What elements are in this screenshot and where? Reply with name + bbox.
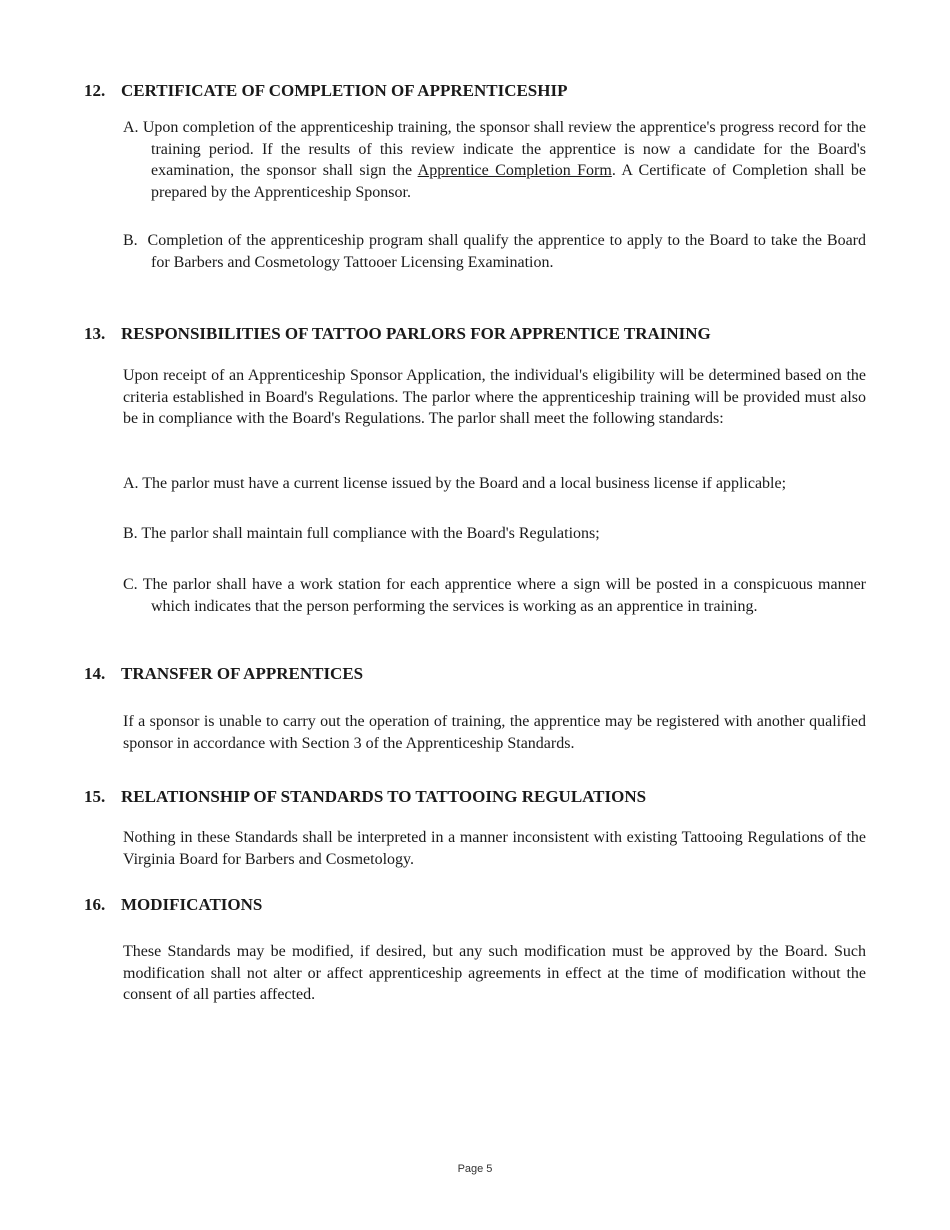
item-text: . A Certificate of Completion shall be prepared by the Apprenticeship Sponsor. xyxy=(151,162,867,201)
section-number: 12. xyxy=(84,81,106,100)
section-14-body: If a sponsor is unable to carry out the operation of training, the apprentice may be registered with another qualified sponsor in accordance with Section 3 of the Apprenticeship Standards. xyxy=(123,713,866,752)
section-13-intro: Upon receipt of an Apprenticeship Sponsor Application, the individual's eligibility will be determined based on the criteria established in Board's Regulations. The parlor where the apprenticeship training will be provided must also be in compliance with the Board's Regulations. The parlor shall meet the following standards: xyxy=(123,367,866,427)
section-number: 13. xyxy=(84,324,106,343)
section-15-heading xyxy=(84,787,646,807)
section-12-item-b: B. Completion of the apprenticeship program shall qualify the apprentice to apply to the Board to take the Board for Barbers and Cosmetology Tattooer Licensing Examination. xyxy=(123,232,866,271)
section-13-item-a: A. The parlor must have a current license issued by the Board and a local business license if applicable; xyxy=(123,475,787,492)
apprentice-completion-form-link[interactable]: Apprentice Completion Form xyxy=(417,162,612,179)
section-number: 15. xyxy=(84,787,106,806)
section-title: MODIFICATIONS xyxy=(121,895,263,914)
section-14-heading xyxy=(84,664,363,684)
section-12-item-a xyxy=(123,117,866,203)
item-text: A. Upon completion of the apprenticeship training, the sponsor shall review the apprentice's progress record for the training period. If the results of this review indicate the apprentice is now a candidate for the Board's examination, the sponsor shall sign the xyxy=(123,119,866,179)
section-title: RESPONSIBILITIES OF TATTOO PARLORS FOR APPRENTICE TRAINING xyxy=(121,324,711,343)
section-number: 14. xyxy=(84,664,106,683)
section-title: RELATIONSHIP OF STANDARDS TO TATTOOING REGULATIONS xyxy=(121,787,647,806)
section-15-body: Nothing in these Standards shall be interpreted in a manner inconsistent with existing Tattooing Regulations of the Virginia Board for Barbers and Cosmetology. xyxy=(123,829,866,868)
section-title: CERTIFICATE OF COMPLETION OF APPRENTICESHIP xyxy=(121,81,568,100)
section-13-heading xyxy=(84,324,711,344)
section-13-item-c: C. The parlor shall have a work station for each apprentice where a sign will be posted in a conspicuous manner which indicates that the person performing the services is working as an apprentice in training. xyxy=(123,576,866,615)
section-number: 16. xyxy=(84,895,106,914)
section-title: TRANSFER OF APPRENTICES xyxy=(121,664,364,683)
section-16-body: These Standards may be modified, if desired, but any such modification must be approved by the Board. Such modification shall not alter or affect apprenticeship agreements in effect at the time of modification without the consent of all parties affected. xyxy=(123,943,866,1003)
section-12-heading xyxy=(84,81,567,101)
section-13-item-b: B. The parlor shall maintain full compliance with the Board's Regulations; xyxy=(123,525,600,542)
page-number: Page 5 xyxy=(457,1163,493,1175)
section-16-heading xyxy=(84,895,262,915)
